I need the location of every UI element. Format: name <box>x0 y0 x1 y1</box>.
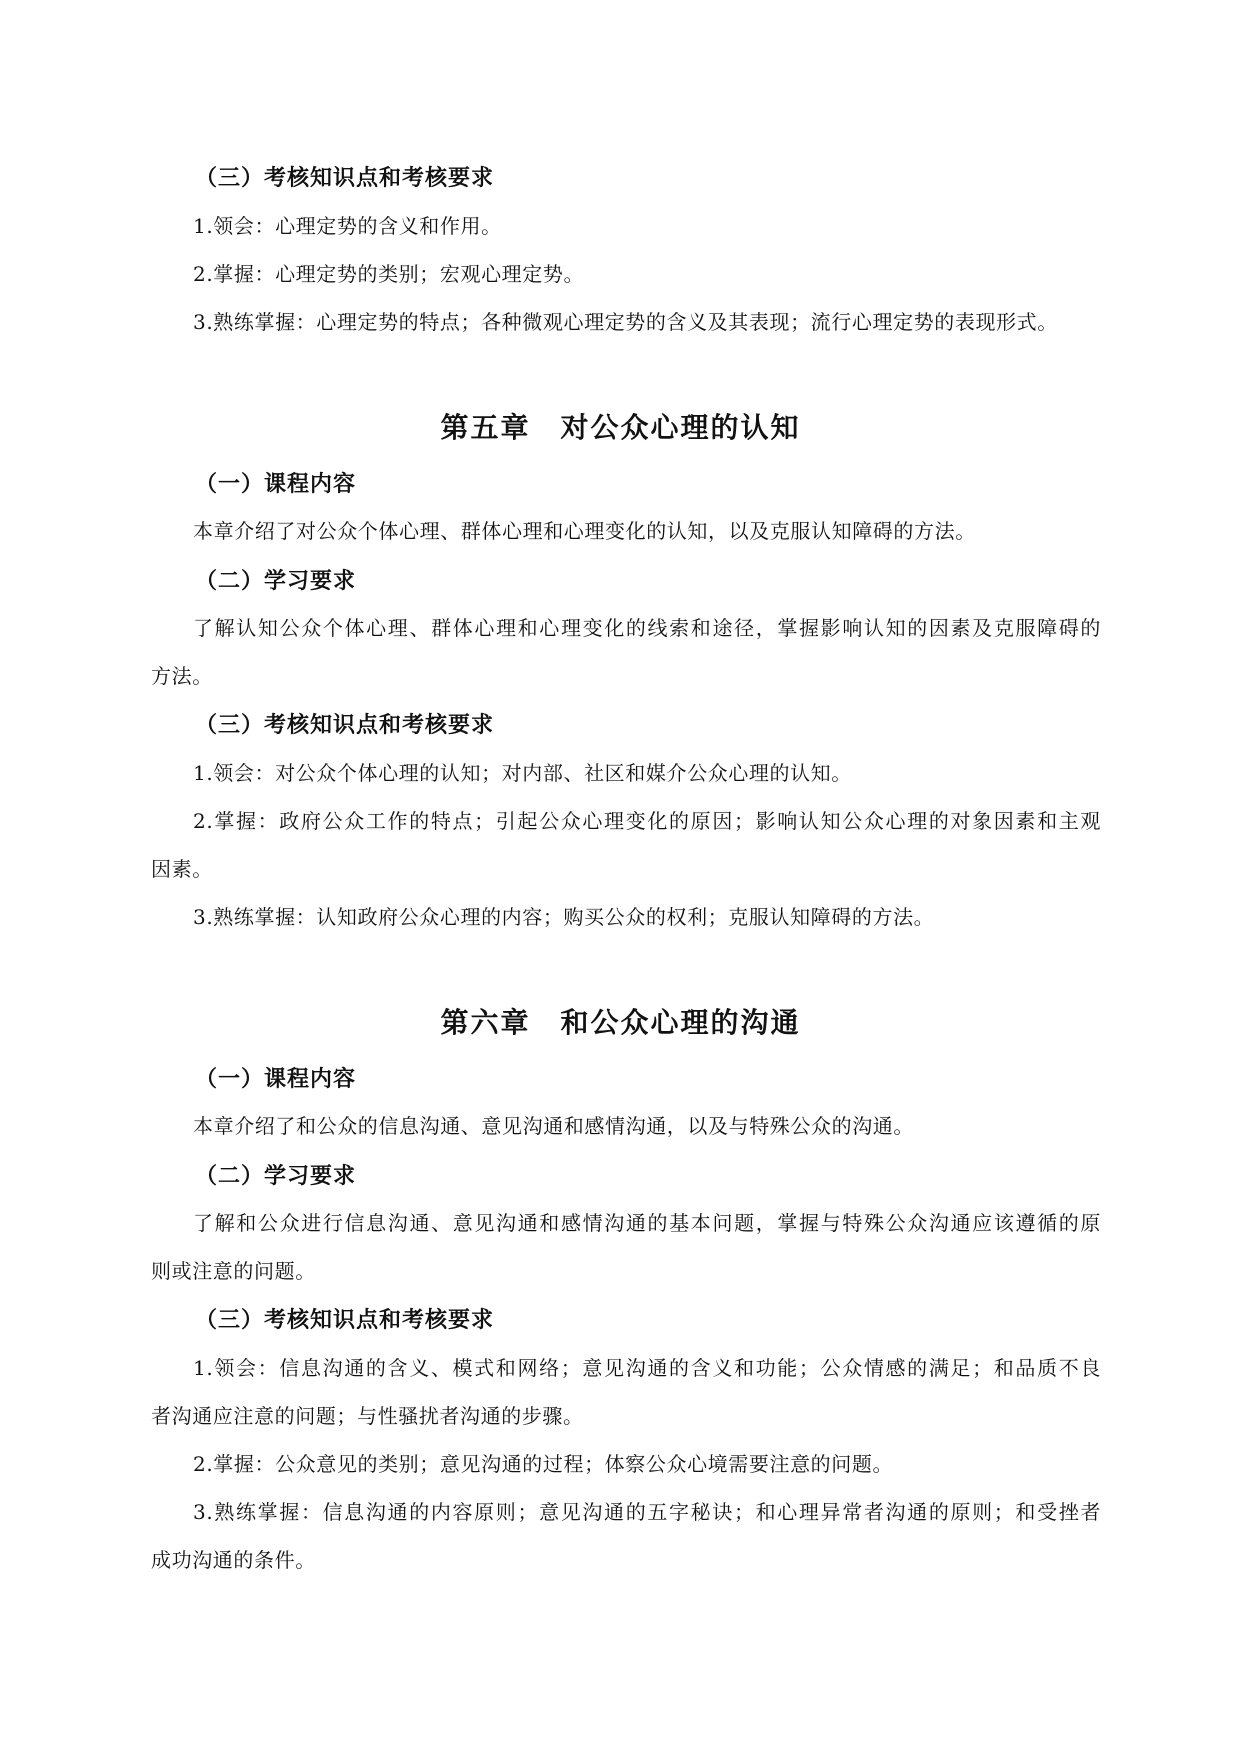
chapter-title: 第六章 和公众心理的沟通 <box>440 1006 801 1039</box>
section-heading: （二）学习要求 <box>195 569 357 594</box>
paragraph: 2.掌握：心理定势的类别；宏观心理定势。 <box>193 262 585 286</box>
section-heading: （三）考核知识点和考核要求 <box>195 166 495 191</box>
paragraph: 了解和公众进行信息沟通、意见沟通和感情沟通的基本问题，掌握与特殊公众沟通应该遵循的原 <box>193 1211 1101 1235</box>
paragraph: 1.领会：心理定势的含义和作用。 <box>193 214 502 238</box>
paragraph: 2.掌握：政府公众工作的特点；引起公众心理变化的原因；影响认知公众心理的对象因素和主观 <box>193 809 1101 833</box>
paragraph-continuation: 则或注意的问题。 <box>151 1259 316 1283</box>
section-heading: （三）考核知识点和考核要求 <box>195 713 495 738</box>
section-heading: （一）课程内容 <box>195 472 357 497</box>
paragraph: 3.熟练掌握：认知政府公众心理的内容；购买公众的权利；克服认知障碍的方法。 <box>193 905 935 929</box>
paragraph: 1.领会：信息沟通的含义、模式和网络；意见沟通的含义和功能；公众情感的满足；和品质不良 <box>193 1356 1101 1380</box>
paragraph: 本章介绍了和公众的信息沟通、意见沟通和感情沟通，以及与特殊公众的沟通。 <box>193 1114 914 1138</box>
chapter-title: 第五章 对公众心理的认知 <box>440 411 801 444</box>
paragraph-continuation: 因素。 <box>151 857 213 881</box>
paragraph-continuation: 者沟通应注意的问题；与性骚扰者沟通的步骤。 <box>151 1404 584 1428</box>
section-heading: （二）学习要求 <box>195 1164 357 1189</box>
paragraph: 2.掌握：公众意见的类别；意见沟通的过程；体察公众心境需要注意的问题。 <box>193 1452 894 1476</box>
paragraph: 本章介绍了对公众个体心理、群体心理和心理变化的认知，以及克服认知障碍的方法。 <box>193 519 976 543</box>
section-heading: （一）课程内容 <box>195 1067 357 1092</box>
paragraph: 3.熟练掌握：心理定势的特点；各种微观心理定势的含义及其表现；流行心理定势的表现形式。 <box>193 310 1058 334</box>
paragraph: 1.领会：对公众个体心理的认知；对内部、社区和媒介公众心理的认知。 <box>193 761 852 785</box>
paragraph: 3.熟练掌握：信息沟通的内容原则；意见沟通的五字秘诀；和心理异常者沟通的原则；和受挫者 <box>193 1500 1101 1524</box>
paragraph: 了解认知公众个体心理、群体心理和心理变化的线索和途径，掌握影响认知的因素及克服障碍的 <box>193 616 1101 640</box>
paragraph-continuation: 成功沟通的条件。 <box>151 1548 316 1572</box>
paragraph-continuation: 方法。 <box>151 664 213 688</box>
section-heading: （三）考核知识点和考核要求 <box>195 1308 495 1333</box>
